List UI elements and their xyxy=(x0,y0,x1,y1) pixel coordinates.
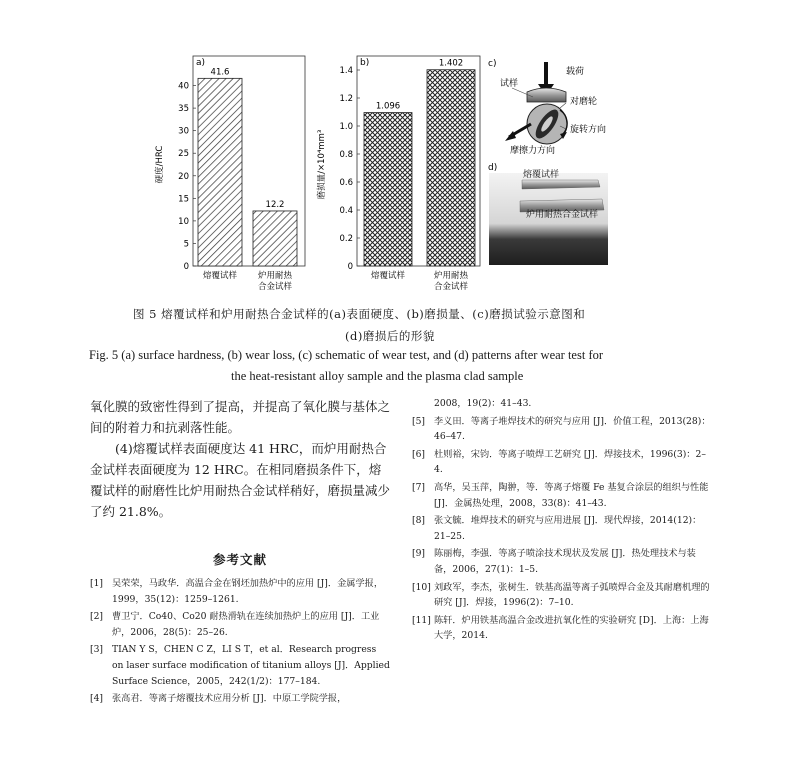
left-column xyxy=(90,396,390,709)
panel-d-label: d) xyxy=(488,163,498,173)
y-tick-label: 0.6 xyxy=(339,178,353,188)
category-label: 炉用耐热 xyxy=(257,271,293,281)
y-tick-label: 0.4 xyxy=(339,206,353,216)
reference-item: [2] 曹卫宁．Co40、Co20 耐热滑轨在连续加热炉上的应用 [J]．工业炉，2006，28(5)：25–26. xyxy=(90,611,380,638)
reference-item: [5] 李义田．等离子堆焊技术的研究与应用 [J]．价值工程，2013(28)：46–47. xyxy=(412,415,711,443)
caption-zh-line2: (d)磨损后的形貌 xyxy=(345,329,435,343)
counter-wheel-label: 对磨轮 xyxy=(570,97,598,107)
y-tick-label: 20 xyxy=(178,171,189,182)
y-tick-label: 1.0 xyxy=(339,122,353,132)
y-tick-label: 35 xyxy=(178,104,189,115)
reference-item: [9] 陈丽梅，李强．等离子喷涂技术现状及发展 [J]．热处理技术与装备，2006，27(1)：1–5. xyxy=(412,548,696,575)
y-tick-label: 30 xyxy=(178,126,189,137)
alloy-sample-label: 炉用耐热合金试样 xyxy=(526,210,599,220)
panel-label: b) xyxy=(360,58,370,68)
caption-zh-line1: 图 5 熔覆试样和炉用耐热合金试样的(a)表面硬度、(b)磨损量、(c)磨损试验示意图和 xyxy=(133,307,586,321)
category-label: 炉用耐热 xyxy=(433,271,469,281)
clad-sample-label: 熔覆试样 xyxy=(523,170,560,180)
figure-5 xyxy=(0,0,793,300)
category-label: 合金试样 xyxy=(433,282,469,292)
references-list-left xyxy=(90,576,390,707)
reference-item: [11] 陈轩．炉用铁基高温合金改进抗氧化性的实验研究 [D]．上海：上海大学，2014. xyxy=(412,614,709,642)
hardness-chart xyxy=(154,56,305,292)
panel-label: a) xyxy=(196,58,206,68)
wear-loss-chart xyxy=(316,56,480,292)
paragraph-conclusion-4: (4)熔覆试样表面硬度达 41 HRC，而炉用耐热合金试样表面硬度为 12 HRC。在相同磨损条件下，熔覆试样的耐磨性比炉用耐热合金试样稍好，磨损量减少了约 21.8%。 xyxy=(90,441,391,519)
y-tick-label: 1.4 xyxy=(339,66,353,76)
y-tick-label: 0.8 xyxy=(339,150,353,160)
reference-item: [7] 高华，吴玉萍，陶翀，等．等离子熔覆 Fe 基复合涂层的组织与性能 [J]．金属热处理，2008，33(8)：41–43. xyxy=(412,481,709,509)
y-tick-label: 0.2 xyxy=(339,234,353,244)
panel-c-label: c) xyxy=(488,59,497,69)
data-label: 1.096 xyxy=(375,101,401,112)
friction-label: 摩擦力方向 xyxy=(510,146,556,156)
reference-item: [4] 张高君．等离子熔覆技术应用分析 [J]．中原工学院学报， xyxy=(90,693,347,705)
reference-item: [1] 吴荣荣，马政华．高温合金在钢坯加热炉中的应用 [J]．金属学报，1999，35(12)：1259–1261. xyxy=(90,578,384,605)
bar xyxy=(198,78,242,266)
y-axis-label: 磨损量/×10⁴mm³ xyxy=(317,129,327,200)
y-tick-label: 25 xyxy=(178,149,189,160)
data-label: 1.402 xyxy=(438,58,464,69)
y-tick-label: 15 xyxy=(178,194,189,205)
y-tick-label: 0 xyxy=(183,262,189,272)
rotation-label: 旋转方向 xyxy=(570,125,607,135)
wear-pattern-photo xyxy=(488,163,608,265)
y-tick-label: 0 xyxy=(347,262,353,272)
bar xyxy=(253,211,297,266)
y-tick-label: 1.2 xyxy=(339,94,353,104)
references-list-right xyxy=(412,396,712,646)
category-label: 合金试样 xyxy=(257,282,293,292)
reference-item: [3] TIAN Y S，CHEN C Z，LI S T，et al．Research progress on laser surface modification of titanium alloys [J]．Applied Surface Science，2005，242(1/2)：177–184. xyxy=(90,644,390,687)
wear-test-schematic xyxy=(488,59,608,159)
caption-en-line2: the heat-resistant alloy sample and the plasma clad sample xyxy=(231,369,524,383)
y-tick-label: 40 xyxy=(178,81,189,92)
y-tick-label: 5 xyxy=(183,239,189,250)
data-label: 41.6 xyxy=(210,67,230,78)
caption-en-line1: Fig. 5 (a) surface hardness, (b) wear loss, (c) schematic of wear test, and (d) patterns after wear test for xyxy=(89,348,604,362)
y-axis-label: 硬度/HRC xyxy=(155,145,165,184)
bar xyxy=(364,113,412,266)
reference-item: [10] 刘政军，李杰，张树生．铁基高温等离子弧喷焊合金及其耐磨机理的研究 [J]．焊接，1996(2)：7–10. xyxy=(412,581,710,609)
sample-block xyxy=(527,88,566,102)
references-title: 参考文献 xyxy=(212,552,267,567)
category-label: 熔覆试样 xyxy=(370,271,406,281)
reference-item: [6] 杜则裕，宋钧．等离子喷焊工艺研究 [J]．焊接技术，1996(3)：2–4. xyxy=(412,448,706,476)
reference-item: 2008，19(2)：41–43. xyxy=(434,398,532,409)
data-label: 12.2 xyxy=(265,199,285,210)
paragraph-oxide-film: 氧化膜的致密性得到了提高，并提高了氧化膜与基体之间的附着力和抗剥落性能。 xyxy=(90,399,391,435)
category-label: 熔覆试样 xyxy=(202,271,238,281)
sample-label: 试样 xyxy=(500,79,519,89)
reference-item: [8] 张文毓．堆焊技术的研究与应用进展 [J]．现代焊接，2014(12)：21–25. xyxy=(412,515,702,542)
load-label: 载荷 xyxy=(566,67,585,77)
y-tick-label: 10 xyxy=(178,216,189,227)
bar xyxy=(427,70,475,266)
